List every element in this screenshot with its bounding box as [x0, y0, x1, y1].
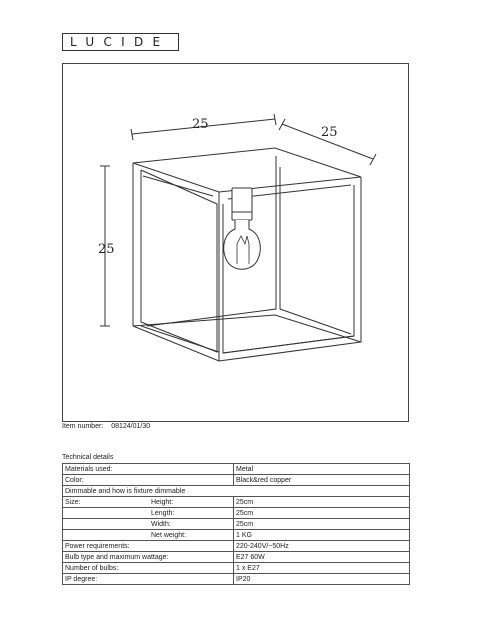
technical-details-title: Technical details [62, 454, 114, 461]
lucide-logo: LUCIDE [62, 33, 179, 51]
spec-label: Color: [63, 475, 234, 486]
spec-value: 1 KG [234, 530, 410, 541]
spec-label: Materials used: [63, 464, 234, 475]
table-row [63, 486, 410, 497]
spec-label: IP degree: [63, 574, 234, 585]
item-number-value: 08124/01/30 [111, 423, 151, 430]
table-row [63, 508, 410, 519]
cube-bottom-outline [133, 315, 361, 361]
product-line-drawing [63, 64, 410, 423]
table-row [63, 497, 410, 508]
spec-value: IP20 [234, 574, 410, 585]
table-row [63, 519, 410, 530]
size-label: Size: [65, 498, 81, 506]
table-row [63, 552, 410, 563]
table-row [63, 563, 410, 574]
net-weight-label: Net weight: [151, 531, 187, 539]
spec-value: E27 60W [234, 552, 410, 563]
spec-label [63, 519, 234, 530]
spec-label: Number of bulbs: [63, 563, 234, 574]
spec-value: 220-240V/~50Hz [234, 541, 410, 552]
spec-value: 25cm [234, 519, 410, 530]
table-row [63, 464, 410, 475]
spec-label: Power requirements: [63, 541, 234, 552]
table-row [63, 574, 410, 585]
table-row [63, 530, 410, 541]
width-dimension-label: 25 [192, 117, 209, 132]
spec-label: Bulb type and maximum wattage: [63, 552, 234, 563]
width-label: Width: [151, 520, 171, 528]
table-row [63, 541, 410, 552]
lightbulb-icon [224, 220, 261, 269]
length-label: Length: [151, 509, 175, 517]
spec-label [63, 497, 234, 508]
spec-value: 25cm [234, 508, 410, 519]
spec-label [63, 508, 234, 519]
lamp-holder-icon [232, 188, 252, 220]
product-drawing-frame [62, 63, 409, 422]
spec-value: Metal [234, 464, 410, 475]
cube-top-outline [133, 148, 361, 192]
spec-label: Dimmable and how is fixture dimmable [63, 486, 410, 497]
spec-value: Black&red copper [234, 475, 410, 486]
spec-label [63, 530, 234, 541]
item-number-label: Item number: [62, 423, 104, 430]
item-number-row [62, 423, 150, 430]
height-dimension-label: 25 [98, 242, 115, 257]
spec-value: 25cm [234, 497, 410, 508]
depth-dimension-label: 25 [321, 125, 338, 140]
height-label: Height: [151, 498, 174, 506]
spec-value: 1 x E27 [234, 563, 410, 574]
technical-details-table [62, 463, 410, 585]
table-row [63, 475, 410, 486]
